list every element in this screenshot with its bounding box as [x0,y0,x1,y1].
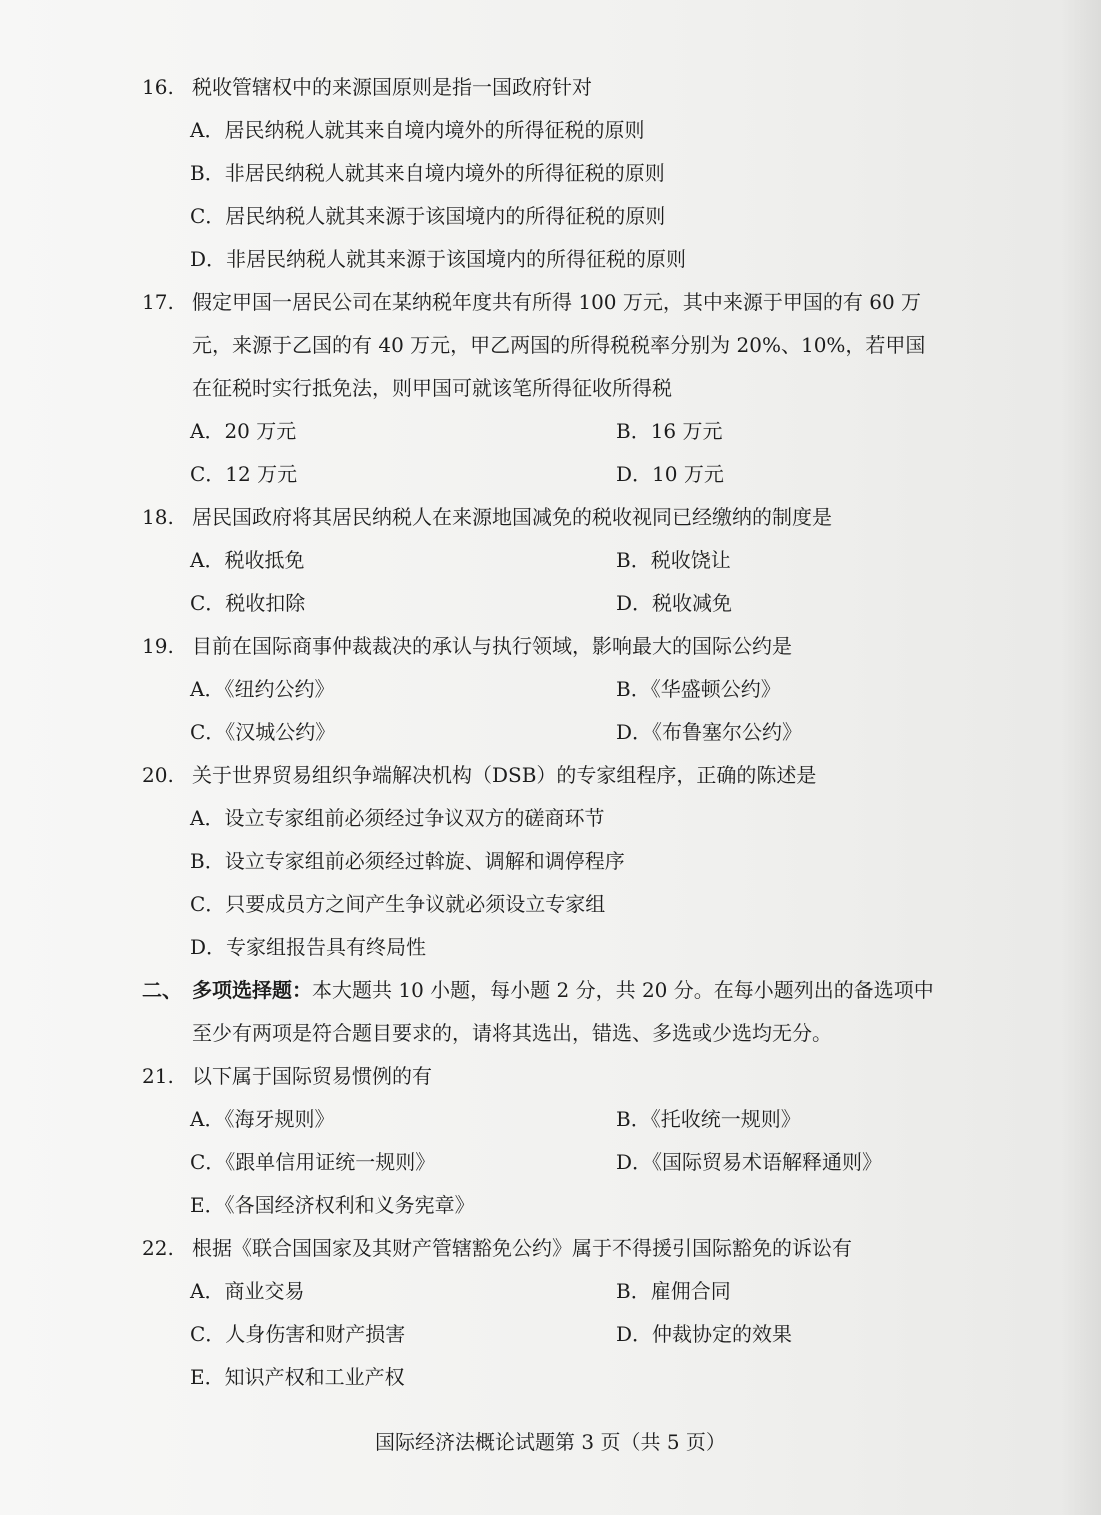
question-text: 以下属于国际贸易惯例的有 [192,1064,432,1088]
option-b: B．16 万元 [616,419,723,443]
option-a: A．税收抵免 [190,548,305,572]
option-b: B．《托收统一规则》 [616,1107,801,1131]
question-16-stem [142,66,1042,109]
question-content [142,66,1042,1399]
option-c: C．《汉城公约》 [190,720,336,744]
option-row [142,453,1042,496]
option-row [142,711,1042,754]
option-a: A．商业交易 [190,1279,305,1303]
question-22-stem [142,1227,1042,1270]
section-number: 二、 [142,978,182,1002]
option-e: E．知识产权和工业产权 [190,1365,405,1389]
option-d: D．仲裁协定的效果 [616,1322,793,1346]
question-text-continued: 在征税时实行抵免法，则甲国可就该笔所得征收所得税 [192,376,672,400]
option-row [142,1270,1042,1313]
option-row [142,539,1042,582]
option-d: D．10 万元 [616,462,724,486]
option-c: C．人身伤害和财产损害 [190,1322,406,1346]
option-d: D．《国际贸易术语解释通则》 [616,1150,883,1174]
option-d: D．专家组报告具有终局性 [190,935,427,959]
question-number: 16. [142,75,174,99]
question-17-stem [142,281,1042,324]
option-b: B．《华盛顿公约》 [616,677,781,701]
option-e: E．《各国经济权利和义务宪章》 [190,1193,475,1217]
question-number: 20. [142,763,174,787]
option-b: B．设立专家组前必须经过斡旋、调解和调停程序 [190,849,625,873]
option-b: B．非居民纳税人就其来自境内境外的所得征税的原则 [190,161,665,185]
option-c: C．《跟单信用证统一规则》 [190,1150,436,1174]
question-21-stem [142,1055,1042,1098]
option-row [142,410,1042,453]
option-a: A．《海牙规则》 [190,1107,335,1131]
page-edge-shadow [1061,0,1101,1515]
question-text-continued: 元，来源于乙国的有 40 万元，甲乙两国的所得税税率分别为 20%、10%，若甲国 [192,333,926,357]
option-c: C．居民纳税人就其来源于该国境内的所得征税的原则 [190,204,666,228]
question-text: 假定甲国一居民公司在某纳税年度共有所得 100 万元，其中来源于甲国的有 60 万 [192,290,922,314]
question-20-stem [142,754,1042,797]
question-text: 根据《联合国国家及其财产管辖豁免公约》属于不得援引国际豁免的诉讼有 [192,1236,852,1260]
option-d: D．税收减免 [616,591,733,615]
option-row [142,1098,1042,1141]
question-18-stem [142,496,1042,539]
option-b: B．雇佣合同 [616,1279,731,1303]
question-number: 18. [142,505,174,529]
option-c: C．12 万元 [190,462,298,486]
option-d: D．非居民纳税人就其来源于该国境内的所得征税的原则 [190,247,687,271]
option-d: D．《布鲁塞尔公约》 [616,720,803,744]
question-number: 22. [142,1236,174,1260]
section-description: 本大题共 10 小题，每小题 2 分，共 20 分。在每小题列出的备选项中 [312,978,934,1002]
section-heading [142,969,1042,1012]
option-row [142,1141,1042,1184]
option-a: A．居民纳税人就其来自境内境外的所得征税的原则 [190,118,645,142]
option-c: C．税收扣除 [190,591,306,615]
section-title: 多项选择题： [192,978,312,1002]
option-a: A．设立专家组前必须经过争议双方的磋商环节 [190,806,605,830]
question-number: 19. [142,634,174,658]
option-row [142,668,1042,711]
question-text: 居民国政府将其居民纳税人在来源地国减免的税收视同已经缴纳的制度是 [192,505,832,529]
section-description-continued: 至少有两项是符合题目要求的，请将其选出，错选、多选或少选均无分。 [192,1021,832,1045]
question-19-stem [142,625,1042,668]
question-text: 目前在国际商事仲裁裁决的承认与执行领域，影响最大的国际公约是 [192,634,792,658]
question-text: 税收管辖权中的来源国原则是指一国政府针对 [192,75,592,99]
option-c: C．只要成员方之间产生争议就必须设立专家组 [190,892,606,916]
option-row [142,582,1042,625]
option-a: A．20 万元 [190,419,297,443]
page-footer: 国际经济法概论试题第 3 页（共 5 页） [375,1430,726,1454]
option-b: B．税收饶让 [616,548,731,572]
question-number: 21. [142,1064,174,1088]
question-number: 17. [142,290,174,314]
option-row [142,1313,1042,1356]
question-text: 关于世界贸易组织争端解决机构（DSB）的专家组程序，正确的陈述是 [192,763,817,787]
option-a: A．《纽约公约》 [190,677,335,701]
